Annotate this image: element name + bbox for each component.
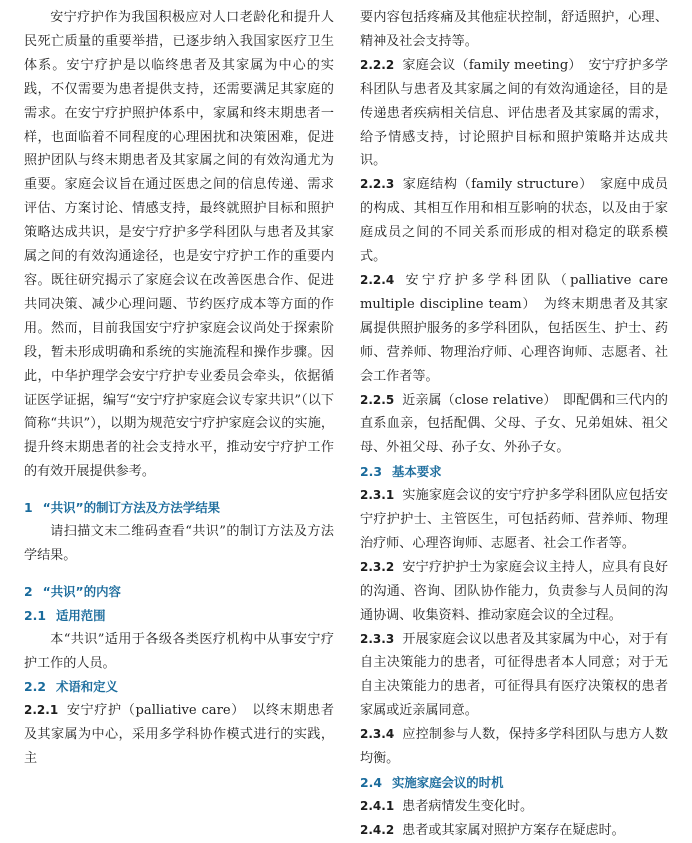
definition-2-2-1 [24, 699, 334, 771]
section-2-heading [24, 580, 334, 604]
left-column [24, 6, 334, 771]
section-title: “共识”的制订方法及方法学结果 [42, 500, 220, 516]
item-number: 2.2.3 [360, 177, 395, 192]
section-title: 适用范围 [55, 607, 106, 623]
item-number: 2.2.4 [360, 272, 395, 287]
section-2-2-heading [24, 675, 334, 699]
item-number: 2.2.1 [24, 703, 59, 718]
item-text: 家庭会议（family meeting） 安宁疗护多学科团队与患者及其家属之间的有效沟通途径，目的是传递患者疾病相关信息、评估患者及其家属的需求，给予情感支持，讨论照护目标和照护策略并达成共识。 [360, 57, 668, 169]
definition-2-2-3 [360, 173, 668, 269]
item-number: 2.2.2 [360, 57, 395, 72]
intro-paragraph: 安宁疗护作为我国积极应对人口老龄化和提升人民死亡质量的重要举措，已逐步纳入我国家医疗卫生体系。安宁疗护是以临终患者及其家属为中心的实践，不仅需要为患者提供支持，还需要满足其家庭的需求。在安宁疗护照护体系中，家属和终末期患者一样，也面临着不同程度的心理困扰和决策困难，促进照护团队与终末期患者及其家属之间的有效沟通尤为重要。家庭会议旨在通过医患之间的信息传递、需求评估、方案讨论、情感支持，最终就照护目标和照护策略达成共识，是安宁疗护多学科团队与患者及其家属之间的有效沟通途径，也是安宁疗护工作的重要内容。既往研究揭示了家庭会议在改善医患合作、促进共同决策、减少心理问题、节约医疗成本等方面的作用。然而，目前我国安宁疗护家庭会议尚处于探索阶段，暂未形成明确和系统的实施流程和操作步骤。因此，中华护理学会安宁疗护专业委员会牵头，依据循证医学证据，编写“安宁疗护家庭会议专家共识”（以下简称“共识”），以期为规范安宁疗护家庭会议的实施，提升终末期患者的社会支持水平，推动安宁疗护工作的有效开展提供参考。 [24, 10, 334, 480]
section-number: 2.1 [24, 607, 46, 623]
section-2-4-heading [360, 771, 668, 795]
timing-2-4-2 [360, 819, 668, 843]
item-text: 实施家庭会议的安宁疗护多学科团队应包括安宁疗护护士、主管医生，可包括药师、营养师、物理治疗师、心理咨询师、志愿者、社会工作者等。 [360, 488, 668, 551]
section-number: 2.4 [360, 775, 382, 790]
definition-2-2-2 [360, 54, 668, 174]
continued-text: 要内容包括疼痛及其他症状控制，舒适照护，心理、精神及社会支持等。 [360, 10, 668, 49]
requirement-2-3-4 [360, 723, 668, 771]
requirement-2-3-2 [360, 556, 668, 628]
section-1-heading [24, 496, 334, 520]
item-text: 家庭结构（family structure） 家庭中成员的构成、其相互作用和相互影响的状态，以及由于家庭成员之间的不同关系而形成的相对稳定的联系模式。 [360, 177, 668, 265]
item-text: 患者病情发生变化时。 [402, 798, 534, 814]
section-number: 2.2 [24, 679, 46, 695]
item-number: 2.3.3 [360, 631, 395, 646]
section-number: 2 [24, 583, 33, 599]
item-text: 安宁疗护（palliative care） 以终末期患者及其家属为中心，采用多学科协作模式进行的实践，主 [24, 703, 334, 767]
requirement-2-3-3 [360, 628, 668, 724]
section-2-1-heading [24, 604, 334, 628]
definition-2-2-4 [360, 269, 668, 389]
item-number: 2.3.2 [360, 559, 395, 574]
item-number: 2.4.2 [360, 822, 395, 837]
section-title: 实施家庭会议的时机 [391, 775, 504, 790]
item-text: 安宁疗护多学科团队（palliative care multiple discipline team） 为终末期患者及其家属提供照护服务的多学科团队，包括医生、护士、药师、营养师、物理治疗师、心理咨询师、志愿者、社会工作者等。 [360, 272, 668, 384]
section-title: 基本要求 [391, 464, 442, 480]
section-number: 2.3 [360, 464, 382, 480]
section-number: 1 [24, 500, 33, 516]
item-text: 近亲属（close relative） 即配偶和三代内的直系血亲，包括配偶、父母、子女、兄弟姐妹、祖父母、外祖父母、孙子女、外孙子女。 [360, 392, 668, 456]
item-text: 安宁疗护护士为家庭会议主持人，应具有良好的沟通、咨询、团队协作能力，负责参与人员间的沟通协调、收集资料、推动家庭会议的全过程。 [360, 559, 668, 623]
item-number: 2.2.5 [360, 392, 395, 407]
right-column [360, 6, 668, 843]
section-2-3-heading [360, 460, 668, 484]
section-1-text: 请扫描文末二维码查看“共识”的制订方法及方法学结果。 [24, 524, 334, 563]
item-number: 2.3.4 [360, 727, 395, 742]
spacer [24, 568, 334, 580]
timing-2-4-1 [360, 795, 668, 819]
section-title: “共识”的内容 [42, 583, 121, 599]
item-text: 应控制参与人数，保持多学科团队与患方人数均衡。 [360, 727, 668, 767]
section-2-1-text: 本“共识”适用于各级各类医疗机构中从事安宁疗护工作的人员。 [24, 631, 334, 671]
section-title: 术语和定义 [55, 679, 118, 695]
requirement-2-3-1 [360, 484, 668, 556]
definition-2-2-5 [360, 389, 668, 461]
item-number: 2.3.1 [360, 488, 395, 503]
spacer [24, 484, 334, 496]
item-number: 2.4.1 [360, 798, 395, 813]
item-text: 患者或其家属对照护方案存在疑虑时。 [402, 822, 625, 838]
item-text: 开展家庭会议以患者及其家属为中心，对于有自主决策能力的患者，可征得患者本人同意；对于无自主决策能力的患者，可征得具有医疗决策权的患者家属或近亲属同意。 [360, 631, 668, 719]
